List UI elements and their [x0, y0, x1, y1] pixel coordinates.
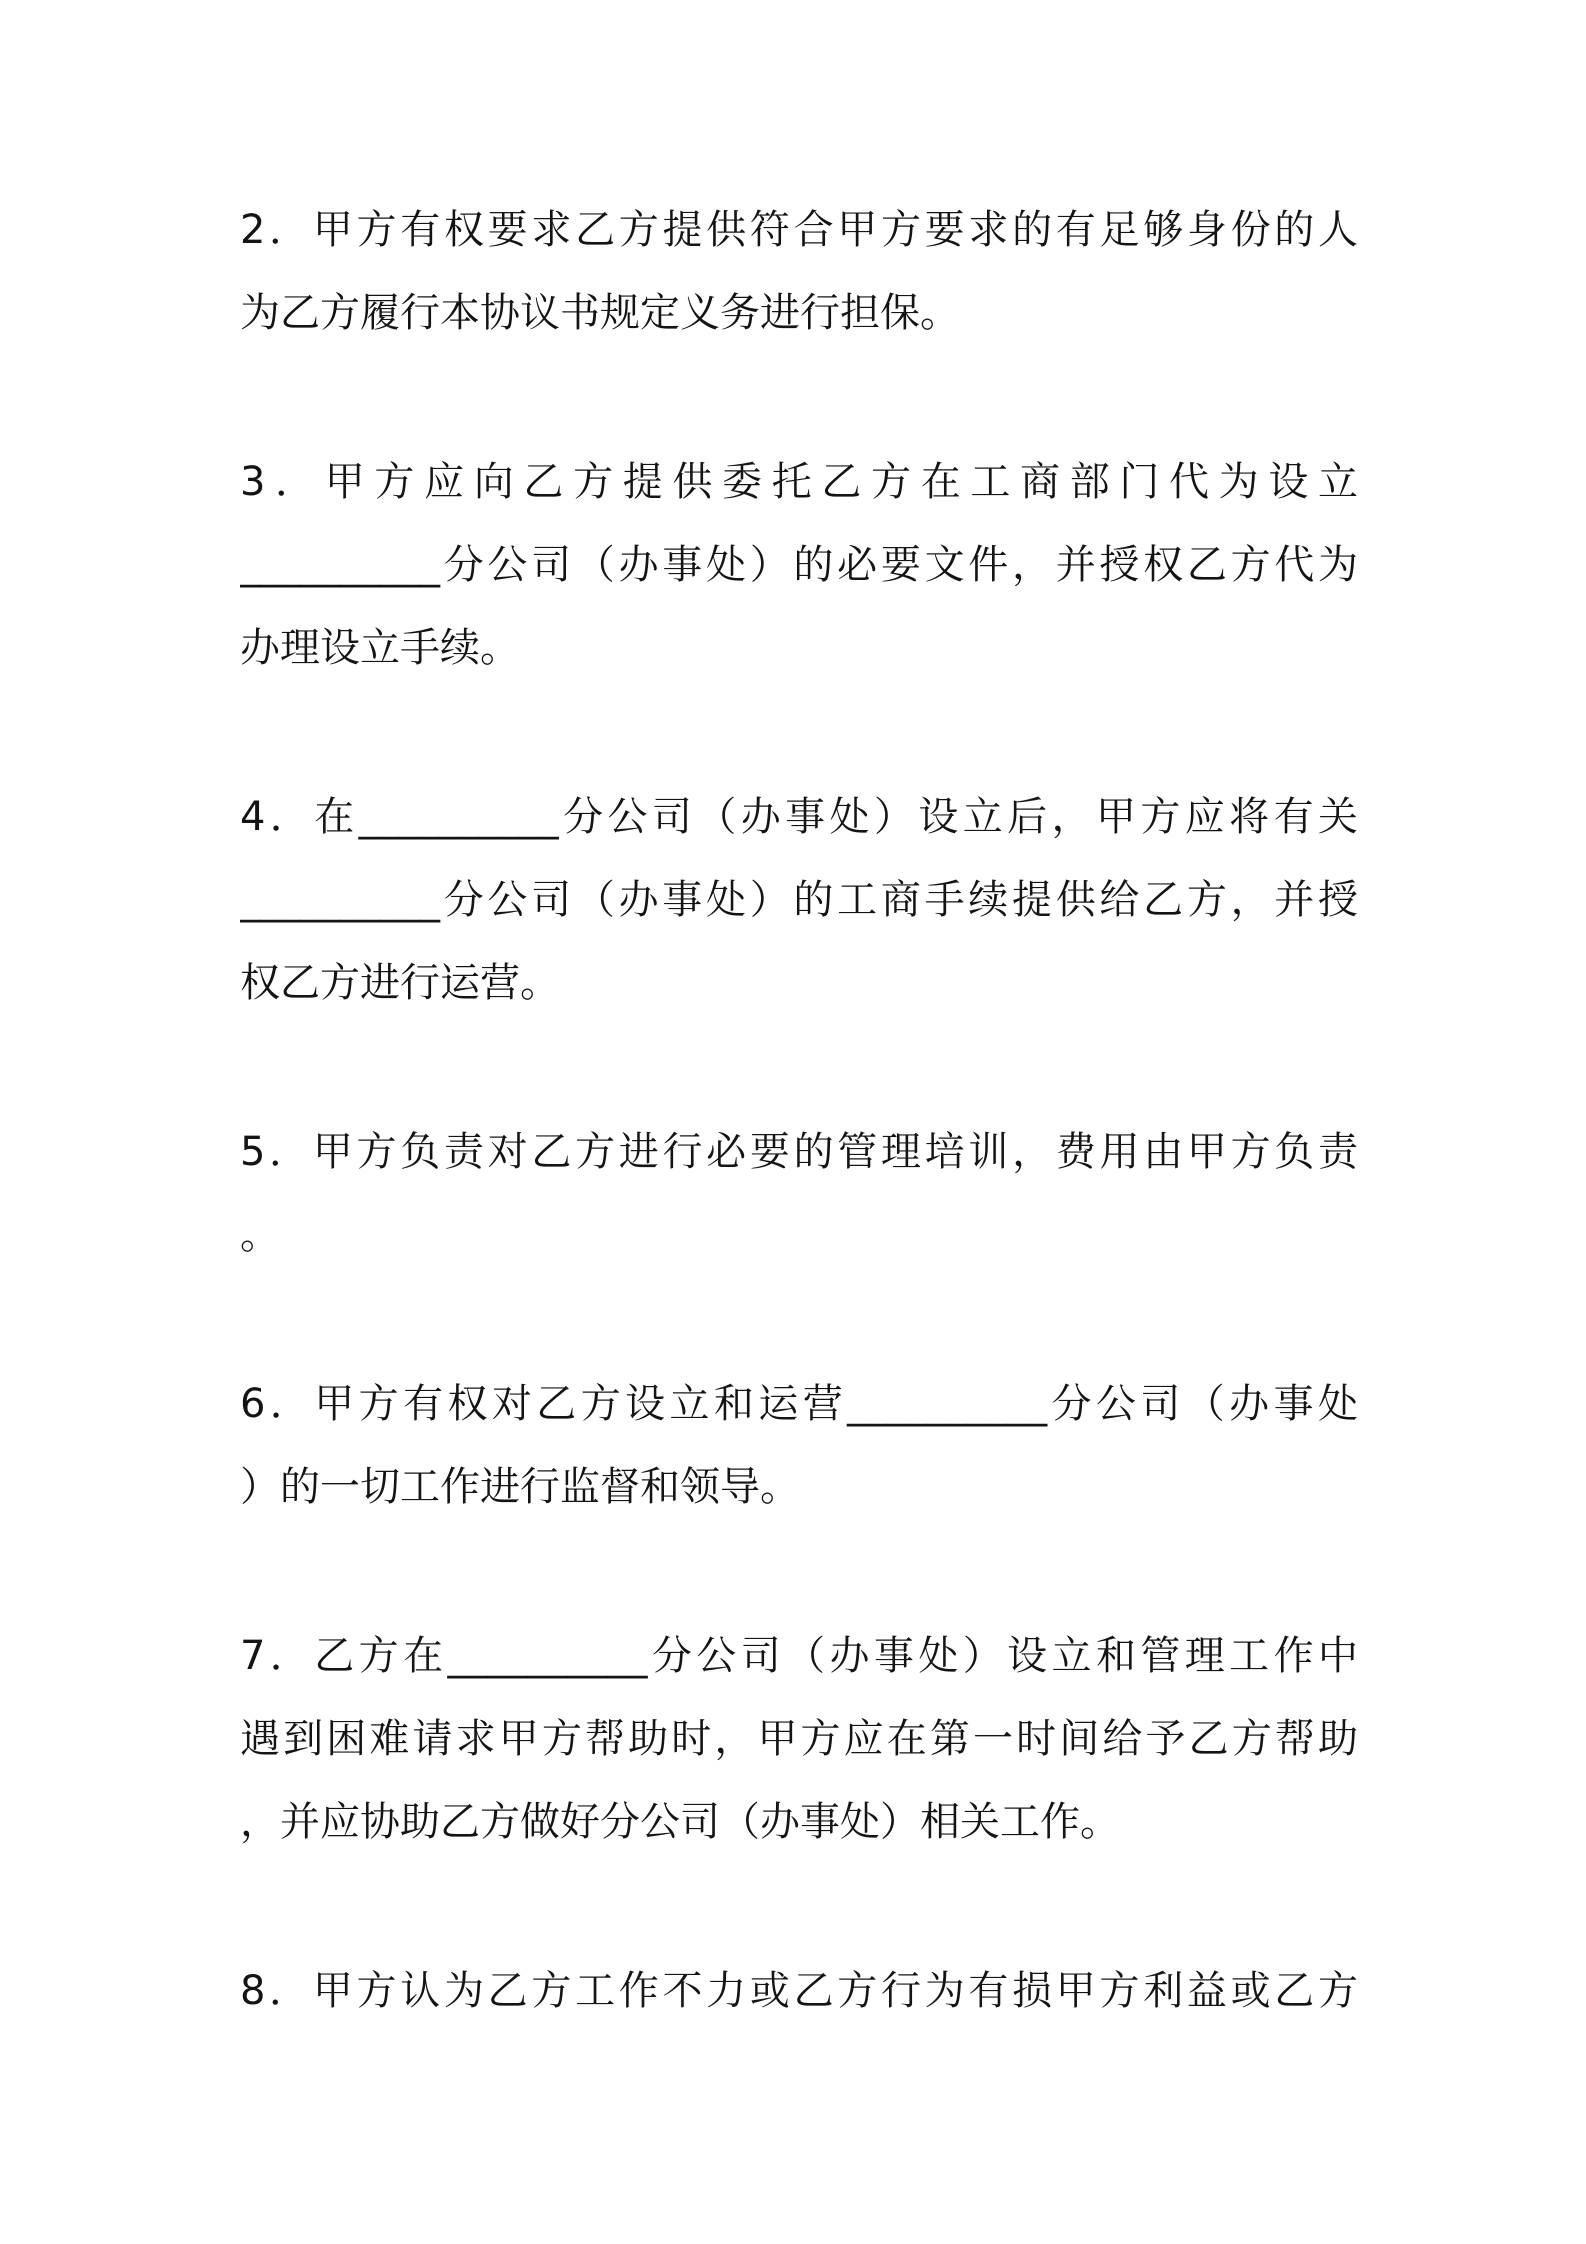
text-line: 。 [240, 1212, 280, 1258]
text-line: 5．甲方负责对乙方进行必要的管理培训，费用由甲方负责 [240, 1129, 1358, 1175]
text-line: __________分公司（办事处）的必要文件，并授权乙方代为 [240, 542, 1358, 588]
text-line: __________分公司（办事处）的工商手续提供给乙方，并授 [240, 877, 1358, 923]
text-line: 为乙方履行本协议书规定义务进行担保。 [240, 290, 960, 336]
text-line: 4．在__________分公司（办事处）设立后，甲方应将有关 [240, 794, 1358, 840]
text-line: 8．甲方认为乙方工作不力或乙方行为有损甲方利益或乙方 [240, 1968, 1358, 2014]
text-line: 7．乙方在__________分公司（办事处）设立和管理工作中 [240, 1633, 1358, 1679]
text-line: 遇到困难请求甲方帮助时，甲方应在第一时间给予乙方帮助 [240, 1716, 1358, 1762]
text-line: 3．甲方应向乙方提供委托乙方在工商部门代为设立 [240, 459, 1358, 505]
text-line: ）的一切工作进行监督和领导。 [240, 1464, 800, 1510]
text-line: 权乙方进行运营。 [240, 960, 560, 1006]
text-line: ，并应协助乙方做好分公司（办事处）相关工作。 [240, 1799, 1120, 1845]
text-line: 2．甲方有权要求乙方提供符合甲方要求的有足够身份的人 [240, 207, 1358, 253]
text-line: 6．甲方有权对乙方设立和运营__________分公司（办事处 [240, 1381, 1358, 1427]
text-line: 办理设立手续。 [240, 625, 520, 671]
